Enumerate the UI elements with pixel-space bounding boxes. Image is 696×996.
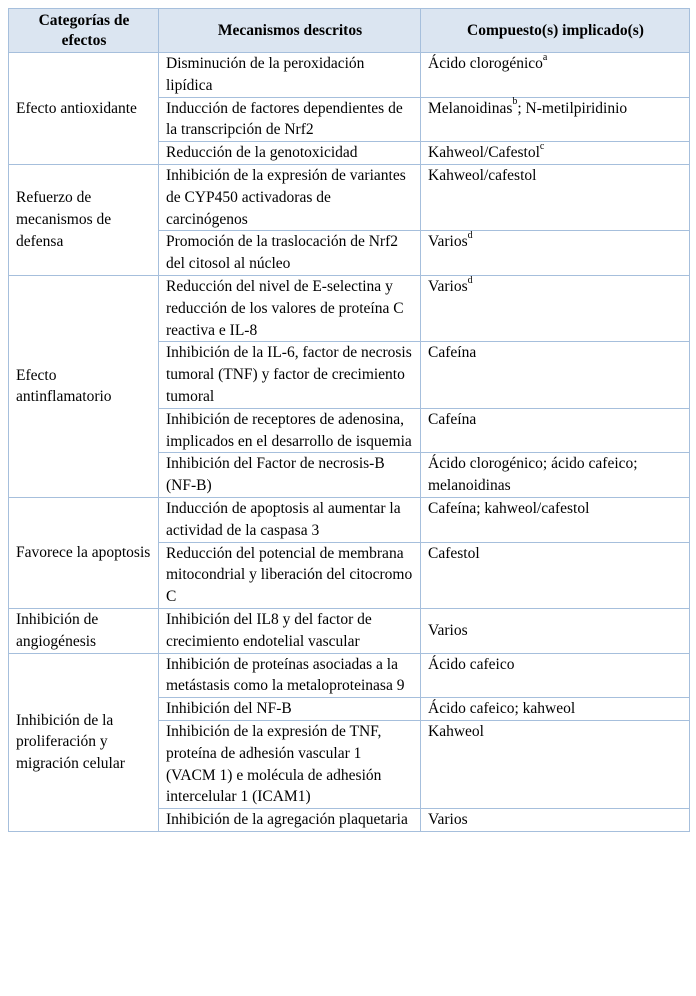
compound-cell bbox=[421, 275, 690, 341]
compound-cell bbox=[421, 53, 690, 98]
mechanism-cell: Inhibición de la agregación plaquetaria bbox=[159, 809, 421, 832]
category-cell: Favorece la apoptosis bbox=[9, 497, 159, 608]
compound-cell: Cafeína; kahweol/cafestol bbox=[421, 497, 690, 542]
category-cell: Efecto antinflamatorio bbox=[9, 275, 159, 497]
compound-text: Varios bbox=[428, 277, 468, 295]
footnote-mark: d bbox=[467, 230, 473, 242]
mechanism-cell: Disminución de la peroxidación lipídica bbox=[159, 53, 421, 98]
compound-cell: Ácido cafeico; kahweol bbox=[421, 698, 690, 721]
mechanism-cell: Inhibición de la expresión de TNF, proteína de adhesión vascular 1 (VACM 1) e molécula de adhesión intercelular 1 (ICAM1) bbox=[159, 720, 421, 808]
compound-text: Ácido clorogénico bbox=[428, 55, 543, 72]
compound-cell: Kahweol bbox=[421, 720, 690, 808]
header-compounds: Compuesto(s) implicado(s) bbox=[421, 9, 690, 53]
mechanism-cell: Inducción de apoptosis al aumentar la actividad de la caspasa 3 bbox=[159, 497, 421, 542]
compound-cell: Kahweol/cafestol bbox=[421, 164, 690, 230]
compound-cell: Varios bbox=[421, 608, 690, 653]
table-row bbox=[9, 53, 690, 98]
table-row bbox=[9, 653, 690, 698]
table-row bbox=[9, 497, 690, 542]
mechanism-cell: Inhibición de proteínas asociadas a la metástasis como la metaloproteinasa 9 bbox=[159, 653, 421, 698]
compound-cell bbox=[421, 231, 690, 276]
compound-cell: Ácido cafeico bbox=[421, 653, 690, 698]
table-row bbox=[9, 275, 690, 341]
category-cell: Inhibición de la proliferación y migración celular bbox=[9, 653, 159, 831]
compound-cell: Varios bbox=[421, 809, 690, 832]
header-row bbox=[9, 9, 690, 53]
category-cell: Refuerzo de mecanismos de defensa bbox=[9, 164, 159, 275]
footnote-mark: a bbox=[542, 51, 548, 63]
compound-cell bbox=[421, 97, 690, 142]
category-cell: Efecto antioxidante bbox=[9, 53, 159, 165]
mechanism-cell: Inhibición del NF-B bbox=[159, 698, 421, 721]
mechanism-cell: Promoción de la traslocación de Nrf2 del citosol al núcleo bbox=[159, 231, 421, 276]
compound-text: Kahweol/Cafestol bbox=[428, 144, 540, 162]
footnote-mark: b bbox=[512, 96, 518, 108]
compound-text-extra: ; N-metilpiridinio bbox=[517, 99, 628, 117]
compound-cell: Ácido clorogénico; ácido cafeico; melanoidinas bbox=[421, 453, 690, 498]
category-cell: Inhibición de angiogénesis bbox=[9, 608, 159, 653]
compound-cell: Cafeína bbox=[421, 342, 690, 408]
compound-cell: Cafeína bbox=[421, 408, 690, 453]
table-row bbox=[9, 164, 690, 230]
mechanism-cell: Reducción del nivel de E-selectina y reducción de los valores de proteína C reactiva e IL-8 bbox=[159, 275, 421, 341]
mechanism-cell: Inhibición de la IL-6, factor de necrosis tumoral (TNF) y factor de crecimiento tumoral bbox=[159, 342, 421, 408]
header-mechanisms: Mecanismos descritos bbox=[159, 9, 421, 53]
mechanism-cell: Inhibición del Factor de necrosis-B (NF-B) bbox=[159, 453, 421, 498]
footnote-mark: c bbox=[539, 141, 545, 153]
compound-cell bbox=[421, 142, 690, 165]
mechanism-cell: Reducción de la genotoxicidad bbox=[159, 142, 421, 165]
compound-text: Varios bbox=[428, 233, 468, 251]
header-category: Categorías de efectos bbox=[9, 9, 159, 53]
footnote-mark: d bbox=[467, 274, 473, 286]
effects-table bbox=[8, 8, 690, 832]
mechanism-cell: Reducción del potencial de membrana mitocondrial y liberación del citocromo C bbox=[159, 542, 421, 608]
compound-text: Melanoidinas bbox=[428, 99, 513, 117]
table-row bbox=[9, 608, 690, 653]
compound-cell: Cafestol bbox=[421, 542, 690, 608]
mechanism-cell: Inhibición del IL8 y del factor de crecimiento endotelial vascular bbox=[159, 608, 421, 653]
mechanism-cell: Inducción de factores dependientes de la transcripción de Nrf2 bbox=[159, 97, 421, 142]
mechanism-cell: Inhibición de la expresión de variantes de CYP450 activadoras de carcinógenos bbox=[159, 164, 421, 230]
mechanism-cell: Inhibición de receptores de adenosina, implicados en el desarrollo de isquemia bbox=[159, 408, 421, 453]
